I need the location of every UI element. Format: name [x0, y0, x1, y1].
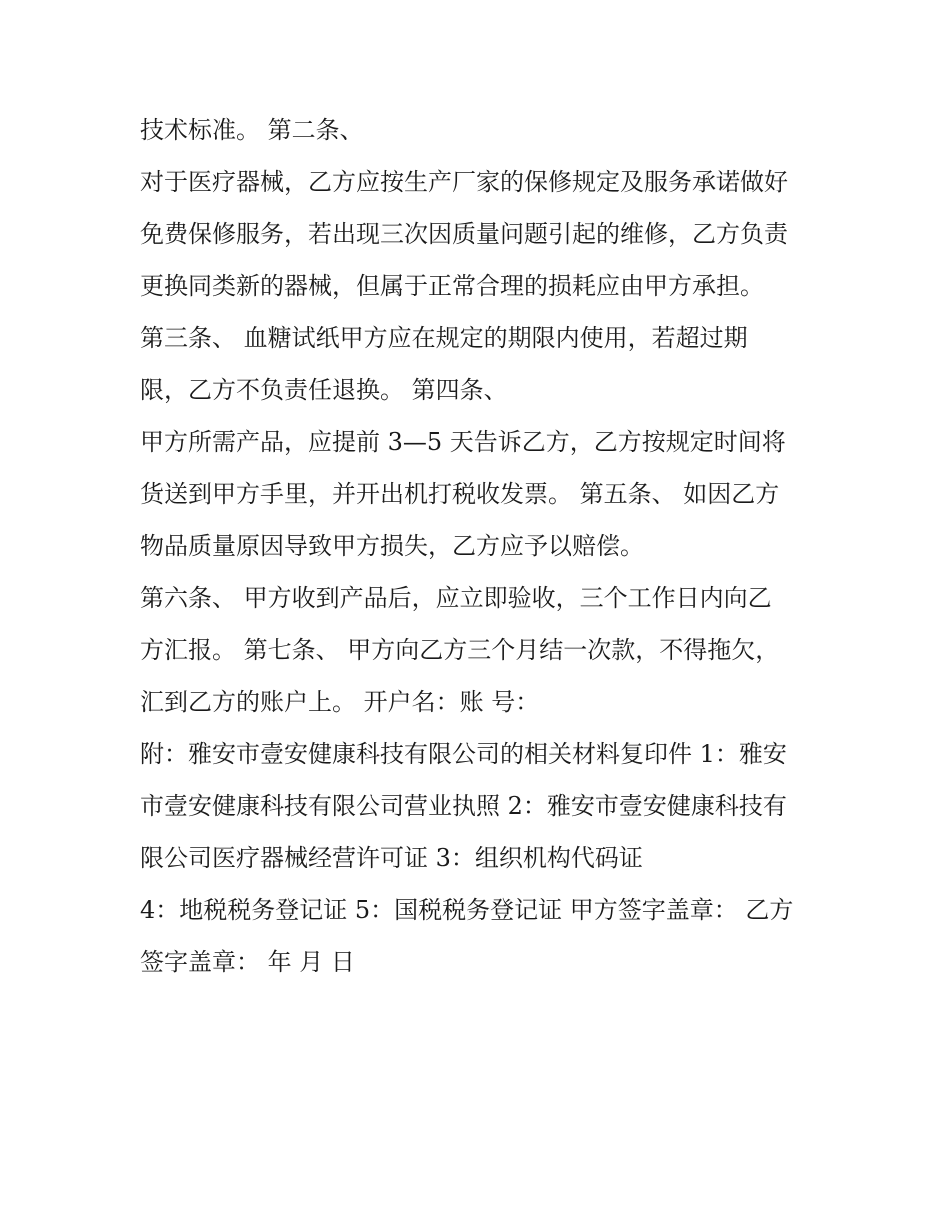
text-line: 市壹安健康科技有限公司营业执照 2：雅安市壹安健康科技有 [140, 792, 787, 820]
text-line: 签字盖章： 年 月 日 [140, 948, 355, 976]
text-line: 4：地税税务登记证 5：国税税务登记证 甲方签字盖章： 乙方 [140, 896, 794, 924]
text-line: 第三条、 血糖试纸甲方应在规定的期限内使用，若超过期 [140, 324, 748, 352]
text-line: 第六条、 甲方收到产品后，应立即验收，三个工作日内向乙 [140, 584, 772, 612]
text-line: 限公司医疗器械经营许可证 3：组织机构代码证 [140, 844, 643, 872]
text-line: 限，乙方不负责任退换。 第四条、 [140, 376, 508, 404]
text-line: 免费保修服务，若出现三次因质量问题引起的维修，乙方负责 [140, 220, 788, 248]
text-line: 更换同类新的器械，但属于正常合理的损耗应由甲方承担。 [140, 272, 764, 300]
text-line: 甲方所需产品，应提前 3—5 天告诉乙方，乙方按规定时间将 [140, 428, 786, 456]
text-line: 物品质量原因导致甲方损失，乙方应予以赔偿。 [140, 532, 644, 560]
text-line: 汇到乙方的账户上。 开户名：账 号： [140, 688, 540, 716]
text-line: 附：雅安市壹安健康科技有限公司的相关材料复印件 1：雅安 [140, 740, 787, 768]
contract-text [140, 104, 840, 988]
text-line: 技术标准。 第二条、 [140, 116, 364, 144]
text-line: 方汇报。 第七条、 甲方向乙方三个月结一次款，不得拖欠， [140, 636, 780, 664]
text-line: 对于医疗器械，乙方应按生产厂家的保修规定及服务承诺做好 [140, 168, 788, 196]
text-line: 货送到甲方手里，并开出机打税收发票。 第五条、 如因乙方 [140, 480, 780, 508]
